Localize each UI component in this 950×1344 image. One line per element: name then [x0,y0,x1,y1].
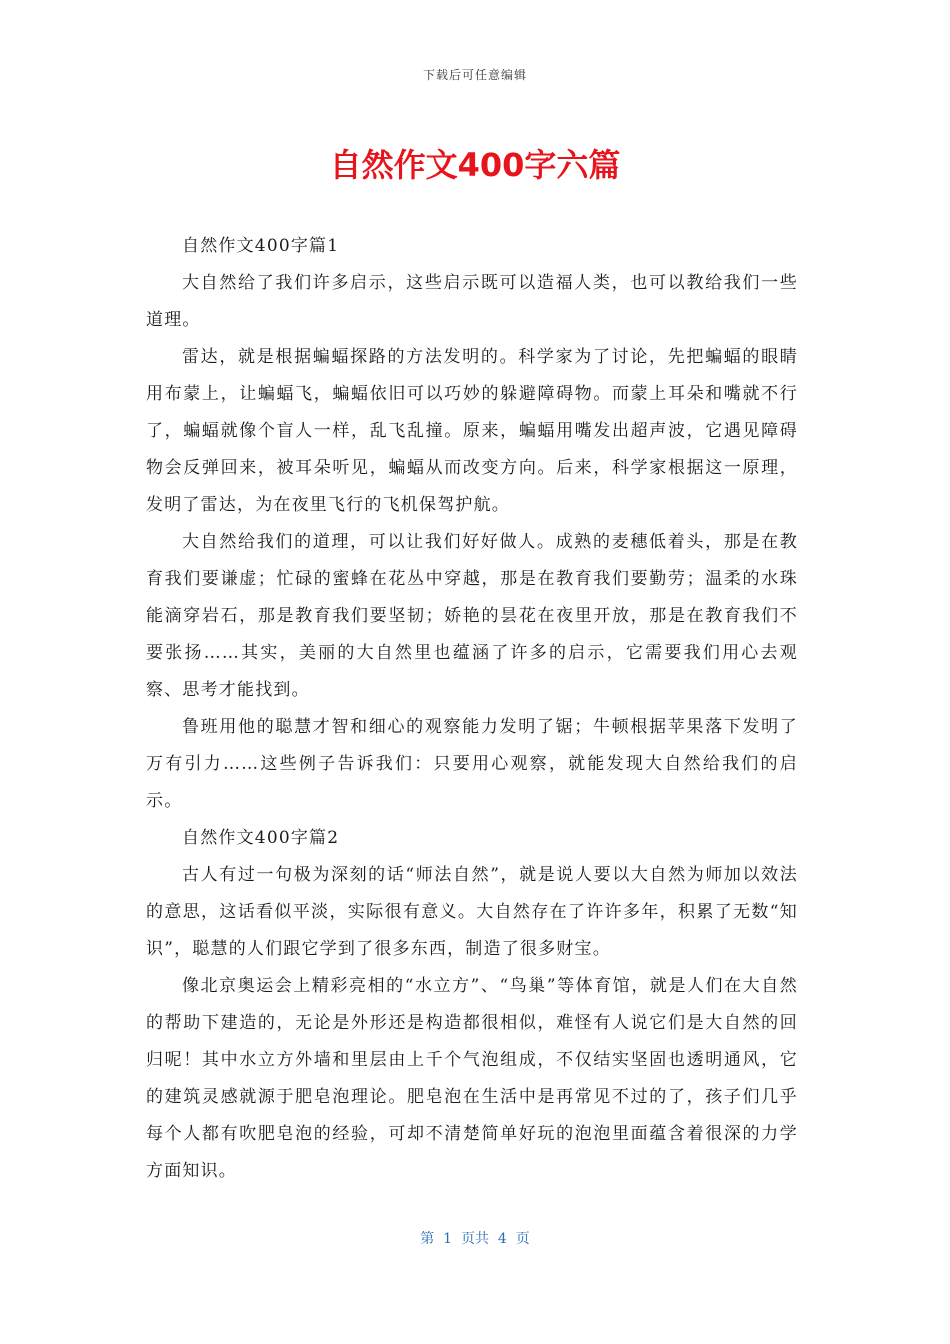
body-paragraph: 大自然给了我们许多启示，这些启示既可以造福人类，也可以教给我们一些道理。 [146,273,798,330]
section-heading-1: 自然作文400字篇1 [182,236,340,256]
page-footer: 第 1 页共 4 页 [420,1231,530,1247]
document-title: 自然作文400字六篇 [329,146,621,184]
document-body [146,228,798,1190]
header-note: 下载后可任意编辑 [422,68,527,82]
body-paragraph: 像北京奥运会上精彩亮相的“水立方”、“鸟巢”等体育馆，就是人们在大自然的帮助下建造的，无论是外形还是构造都很相似，难怪有人说它们是大自然的回归呢！其中水立方外墙和里层由上千个气泡组成，不仅结实坚固也透明通风，它的建筑灵感就源于肥皂泡理论。肥皂泡在生活中是再常见不过的了，孩子们几乎每个人都有吹肥皂泡的经验，可却不清楚简单好玩的泡泡里面蕴含着很深的力学方面知识。 [146,976,798,1181]
body-paragraph: 大自然给我们的道理，可以让我们好好做人。成熟的麦穗低着头，那是在教育我们要谦虚；忙碌的蜜蜂在花丛中穿越，那是在教育我们要勤劳；温柔的水珠能滴穿岩石，那是教育我们要坚韧；娇艳的昙花在夜里开放，那是在教育我们不要张扬……其实，美丽的大自然里也蕴涵了许多的启示，它需要我们用心去观察、思考才能找到。 [146,532,798,700]
body-paragraph: 古人有过一句极为深刻的话“师法自然”，就是说人要以大自然为师加以效法的意思，这话看似平淡，实际很有意义。大自然存在了许许多年，积累了无数“知识”，聪慧的人们跟它学到了很多东西，制造了很多财宝。 [146,865,798,959]
section-heading-2: 自然作文400字篇2 [182,828,340,848]
body-paragraph: 雷达，就是根据蝙蝠探路的方法发明的。科学家为了讨论，先把蝙蝠的眼睛用布蒙上，让蝙蝠飞，蝙蝠依旧可以巧妙的躲避障碍物。而蒙上耳朵和嘴就不行了，蝙蝠就像个盲人一样，乱飞乱撞。原来，蝙蝠用嘴发出超声波，它遇见障碍物会反弹回来，被耳朵听见，蝙蝠从而改变方向。后来，科学家根据这一原理，发明了雷达，为在夜里飞行的飞机保驾护航。 [146,347,798,515]
body-paragraph: 鲁班用他的聪慧才智和细心的观察能力发明了锯；牛顿根据苹果落下发明了万有引力……这些例子告诉我们：只要用心观察，就能发现大自然给我们的启示。 [146,717,798,811]
